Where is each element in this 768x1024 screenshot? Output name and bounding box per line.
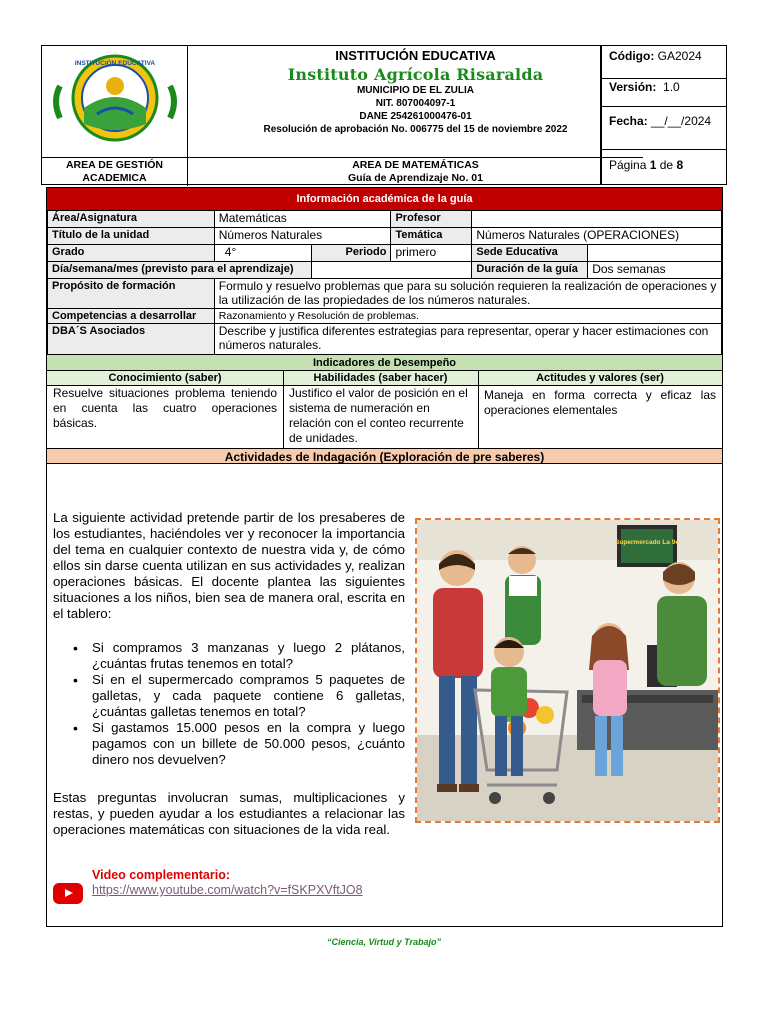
divider — [602, 106, 726, 107]
period-label: Periodo — [311, 245, 391, 262]
table-row — [48, 245, 722, 262]
divider — [283, 371, 284, 448]
code-value: GA2024 — [657, 49, 702, 63]
page-label: Página — [609, 158, 647, 172]
table-row — [48, 228, 722, 245]
approval-resolution: Resolución de aprobación No. 006775 del 15 de noviembre 2022 — [263, 124, 568, 135]
table-row — [48, 279, 722, 309]
list-item: • Si en el supermercado compramos 5 paquetes de galletas, y cada paquete contiene 6 galletas, ¿cuántas galletas tenemos en total? — [73, 672, 405, 720]
guide-number: Guía de Aprendizaje No. 01 — [348, 172, 483, 184]
area-value: Matemáticas — [214, 211, 391, 228]
competencies-label: Competencias a desarrollar — [48, 309, 215, 324]
unit-label: Título de la unidad — [48, 228, 215, 245]
duration-label: Duración de la guía — [472, 262, 588, 279]
skills-header: Habilidades (saber hacer) — [283, 371, 478, 386]
table-row — [48, 309, 722, 324]
area-label: Área/Asignatura — [48, 211, 215, 228]
activities-title: Actividades de Indagación (Exploración de pre saberes) — [47, 448, 722, 464]
area-management: AREA DE GESTIÓN ACADEMICA — [42, 157, 188, 186]
theme-label: Temática — [391, 228, 472, 245]
period-value: primero — [391, 245, 472, 262]
grade-label: Grado — [48, 245, 215, 262]
school-logo-cell — [42, 46, 188, 157]
municipality: MUNICIPIO DE EL ZULIA — [356, 85, 475, 96]
school-name: Instituto Agrícola Risaralda — [287, 65, 544, 84]
skills-indicator: Justifico el valor de posición en el sistema de numeración en relación con el conteo recurrente de unidades. — [289, 386, 468, 445]
teacher-value — [472, 211, 722, 228]
knowledge-header: Conocimiento (saber) — [47, 371, 283, 386]
divider — [478, 371, 479, 448]
version-label: Versión: — [609, 80, 657, 94]
date-row — [602, 114, 726, 144]
question-list — [73, 640, 405, 768]
page-row — [602, 158, 726, 180]
activity-intro: La siguiente actividad pretende partir de los presaberes de los estudiantes, haciéndoles ver y reconocer la importancia del tema en cualquier contexto de nuestra vida y, de cómo ellos sin darse cuenta utilizan en sus actividades y, realizan operaciones básicas. El docente plantea las siguientes situaciones a los niños, bien sea de manera oral, escrita en el tablero: — [53, 510, 405, 621]
document-header — [41, 45, 601, 185]
attitudes-header: Actitudes y valores (ser) — [478, 371, 722, 386]
page-of: de — [659, 158, 674, 172]
youtube-icon[interactable] — [53, 883, 83, 904]
supermarket-illustration — [415, 518, 720, 823]
school-logo — [42, 46, 188, 157]
site-label: Sede Educativa — [472, 245, 588, 262]
competencies-value: Razonamiento y Resolución de problemas. — [214, 309, 721, 324]
date-value: __/__/2024 — [651, 114, 712, 128]
attitudes-indicator: Maneja en forma correcta y eficaz las operaciones elementales — [484, 388, 716, 417]
code-label: Código: — [609, 49, 655, 63]
academic-info-table — [47, 210, 722, 355]
school-motto: “Ciencia, Virtud y Trabajo” — [326, 937, 442, 947]
table-row — [48, 262, 722, 279]
store-sign-text: Supermercado La 9e — [615, 539, 679, 546]
area-subject-name: AREA DE MATEMÁTICAS — [352, 159, 479, 171]
grade-value: 4° — [214, 245, 311, 262]
institution-label: INSTITUCIÓN EDUCATIVA — [335, 48, 496, 63]
table-row — [48, 211, 722, 228]
indicators-title: Indicadores de Desempeño — [47, 354, 722, 371]
page-current: 1 — [649, 158, 657, 172]
knowledge-indicator: Resuelve situaciones problema teniendo en cuenta las cuatro operaciones básicas. — [53, 386, 277, 430]
purpose-label: Propósito de formación — [48, 279, 215, 309]
divider — [602, 149, 726, 150]
duration-value: Dos semanas — [588, 262, 722, 279]
dba-label: DBA´S Asociados — [48, 324, 215, 355]
schedule-label: Día/semana/mes (previsto para el aprendizaje) — [48, 262, 312, 279]
dba-value: Describe y justifica diferentes estrategias para representar, operar y hacer estimaciones con números naturales. — [214, 324, 721, 355]
activity-closing: Estas preguntas involucran sumas, multiplicaciones y restas, y pueden ayudar a los estudiantes a relacionar las operaciones matemáticas con situaciones de la vida real. — [53, 790, 405, 837]
section-title-academic: Información académica de la guía — [47, 188, 722, 210]
theme-value: Números Naturales (OPERACIONES) — [472, 228, 722, 245]
svg-text:INSTITUCIÓN EDUCATIVA: INSTITUCIÓN EDUCATIVA — [74, 60, 156, 67]
version-value: 1.0 — [663, 80, 680, 94]
document-control-box — [601, 45, 727, 185]
nit: NIT. 807004097-1 — [375, 98, 456, 109]
code-row — [602, 49, 726, 79]
unit-value: Números Naturales — [214, 228, 391, 245]
teacher-label: Profesor — [391, 211, 472, 228]
date-label: Fecha: — [609, 114, 648, 128]
area-subject — [188, 157, 643, 186]
dane-code: DANE 254261000476-01 — [359, 111, 472, 122]
page-total: 8 — [676, 158, 684, 172]
video-label: Video complementario: — [92, 868, 230, 882]
guide-body — [46, 187, 723, 927]
header-center — [188, 46, 643, 157]
video-link[interactable]: https://www.youtube.com/watch?v=fSKPXVftJO8 — [92, 883, 363, 897]
supermarket-scene — [417, 520, 718, 821]
list-item: • Si gastamos 15.000 pesos en la compra y luego pagamos con un billete de 50.000 pesos, ¿cuánto dinero nos devuelven? — [73, 720, 405, 768]
table-row — [48, 324, 722, 355]
list-item: • Si compramos 3 manzanas y luego 2 plátanos, ¿cuántas frutas tenemos en total? — [73, 640, 405, 672]
site-value — [588, 245, 722, 262]
schedule-value — [311, 262, 472, 279]
purpose-value: Formulo y resuelvo problemas que para su solución requieren la realización de operaciones y la utilización de las propiedades de los números naturales. — [214, 279, 721, 309]
